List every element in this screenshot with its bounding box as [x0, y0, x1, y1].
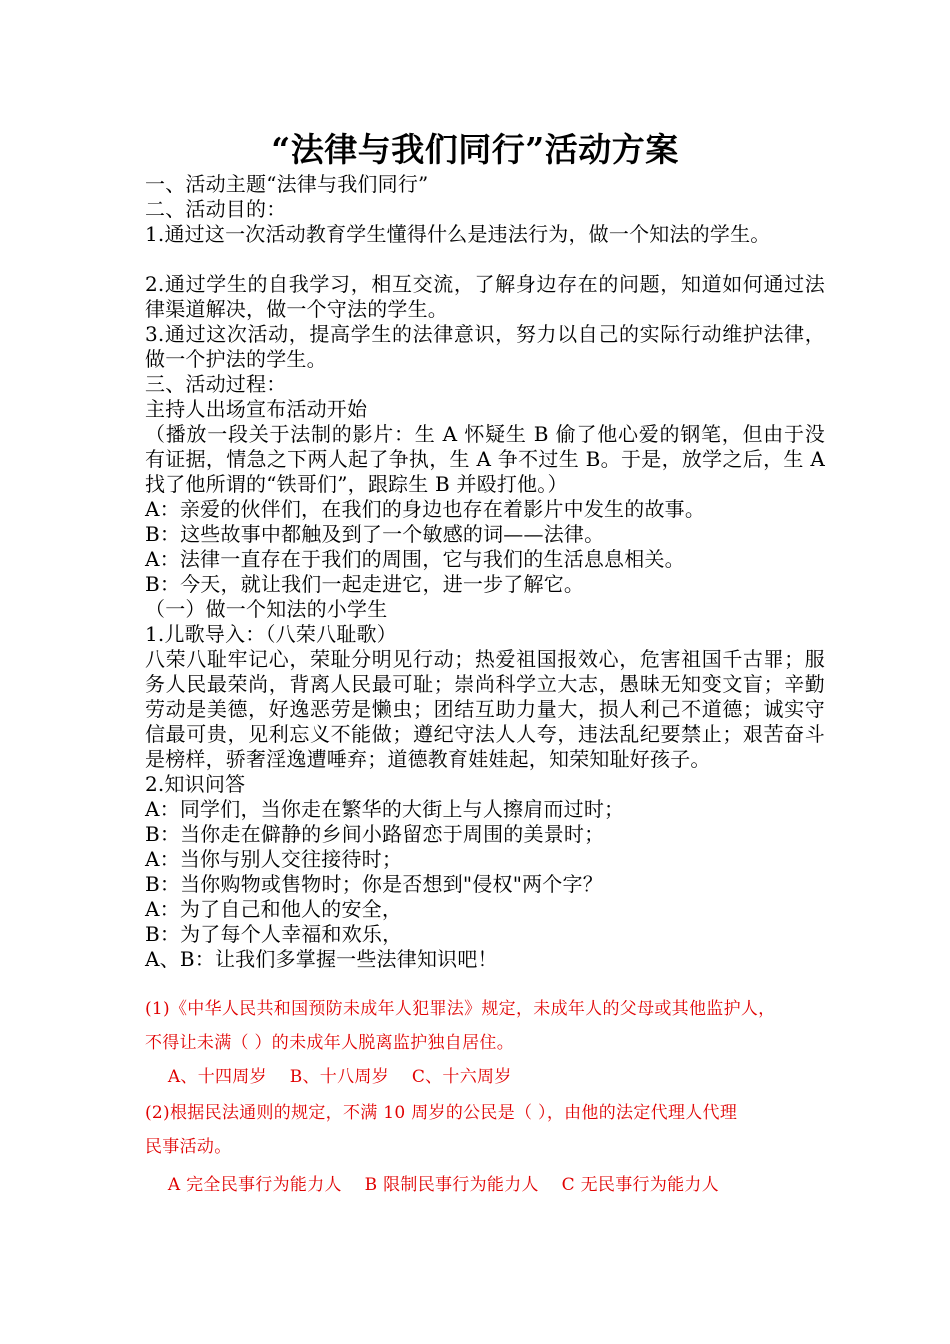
dialogue-line: B：当你走在僻静的乡间小路留恋于周围的美景时；	[145, 822, 605, 846]
host-intro: 主持人出场宣布活动开始	[145, 397, 368, 421]
song-intro: 1.儿歌导入：（八荣八耻歌）	[145, 622, 397, 646]
purpose-item-2: 2.通过学生的自我学习，相互交流，了解身边存在的问题，知道如何通过法律渠道解决，做一个守法的学生。	[145, 272, 825, 321]
dialogue-line: B：为了每个人幸福和欢乐，	[145, 922, 403, 946]
dialogue-line: B：当你购物或售物时；你是否想到"侵权"两个字？	[145, 872, 603, 896]
purpose-item-1: 1.通过这一次活动教育学生懂得什么是违法行为，做一个知法的学生。	[145, 222, 771, 246]
dialogue-line: B：今天，就让我们一起走进它，进一步了解它。	[145, 572, 585, 596]
question-2-options: A 完全民事行为能力人 B 限制民事行为能力人 C 无民事行为能力人	[145, 1175, 720, 1195]
question-1-options: A、十四周岁 B、十八周岁 C、十六周岁	[145, 1067, 512, 1087]
question-1-line-1: (1)《中华人民共和国预防未成年人犯罪法》规定，未成年人的父母或其他监护人，	[145, 999, 776, 1019]
section-process-heading: 三、活动过程：	[145, 372, 287, 396]
film-description: （播放一段关于法制的影片：生 A 怀疑生 B 偷了他心爱的钢笔，但由于没有证据，情急之下两人起了争执，生 A 争不过生 B。于是，放学之后，生 A 找了他所谓的“铁哥们”，跟踪生 B 并殴打他。）	[145, 422, 825, 496]
document-title: “法律与我们同行”活动方案	[271, 130, 679, 169]
quiz-heading: 2.知识问答	[145, 772, 246, 796]
dialogue-line: A：同学们，当你走在繁华的大街上与人擦肩而过时；	[145, 797, 625, 821]
section-topic: 一、活动主题“法律与我们同行”	[145, 172, 429, 196]
dialogue-line: A：法律一直存在于我们的周围，它与我们的生活息息相关。	[145, 547, 685, 571]
dialogue-line: A：当你与别人交往接待时；	[145, 847, 403, 871]
subsection-heading: （一）做一个知法的小学生	[145, 597, 388, 621]
dialogue-line: A：为了自己和他人的安全，	[145, 897, 403, 921]
document-body	[145, 172, 825, 972]
question-2-line-1: (2)根据民法通则的规定，不满 10 周岁的公民是（ ），由他的法定代理人代理	[145, 1103, 738, 1123]
question-1	[145, 992, 835, 1094]
question-2	[145, 1096, 835, 1202]
purpose-item-3: 3.通过这次活动，提高学生的法律意识，努力以自己的实际行动维护法律，做一个护法的学生。	[145, 322, 825, 371]
question-1-line-2: 不得让未满（ ）的未成年人脱离监护独自居住。	[145, 1033, 515, 1053]
question-2-line-2: 民事活动。	[145, 1137, 232, 1157]
dialogue-line: A：亲爱的伙伴们，在我们的身边也存在着影片中发生的故事。	[145, 497, 706, 521]
section-purpose-heading: 二、活动目的：	[145, 197, 287, 221]
blank-line	[145, 247, 825, 272]
dialogue-line: A、B：让我们多掌握一些法律知识吧！	[145, 947, 498, 971]
dialogue-line: B：这些故事中都触及到了一个敏感的词——法律。	[145, 522, 605, 546]
song-lyrics: 八荣八耻牢记心，荣耻分明见行动；热爱祖国报效心，危害祖国千古罪；服务人民最荣尚，背离人民最可耻；崇尚科学立大志，愚昧无知变文盲；辛勤劳动是美德，好逸恶劳是懒虫；团结互助力量大，损人利己不道德；诚实守信最可贵，见利忘义不能做；遵纪守法人人夸，违法乱纪要禁止；艰苦奋斗是榜样，骄奢淫逸遭唾弃；道德教育娃娃起，知荣知耻好孩子。	[145, 647, 825, 771]
